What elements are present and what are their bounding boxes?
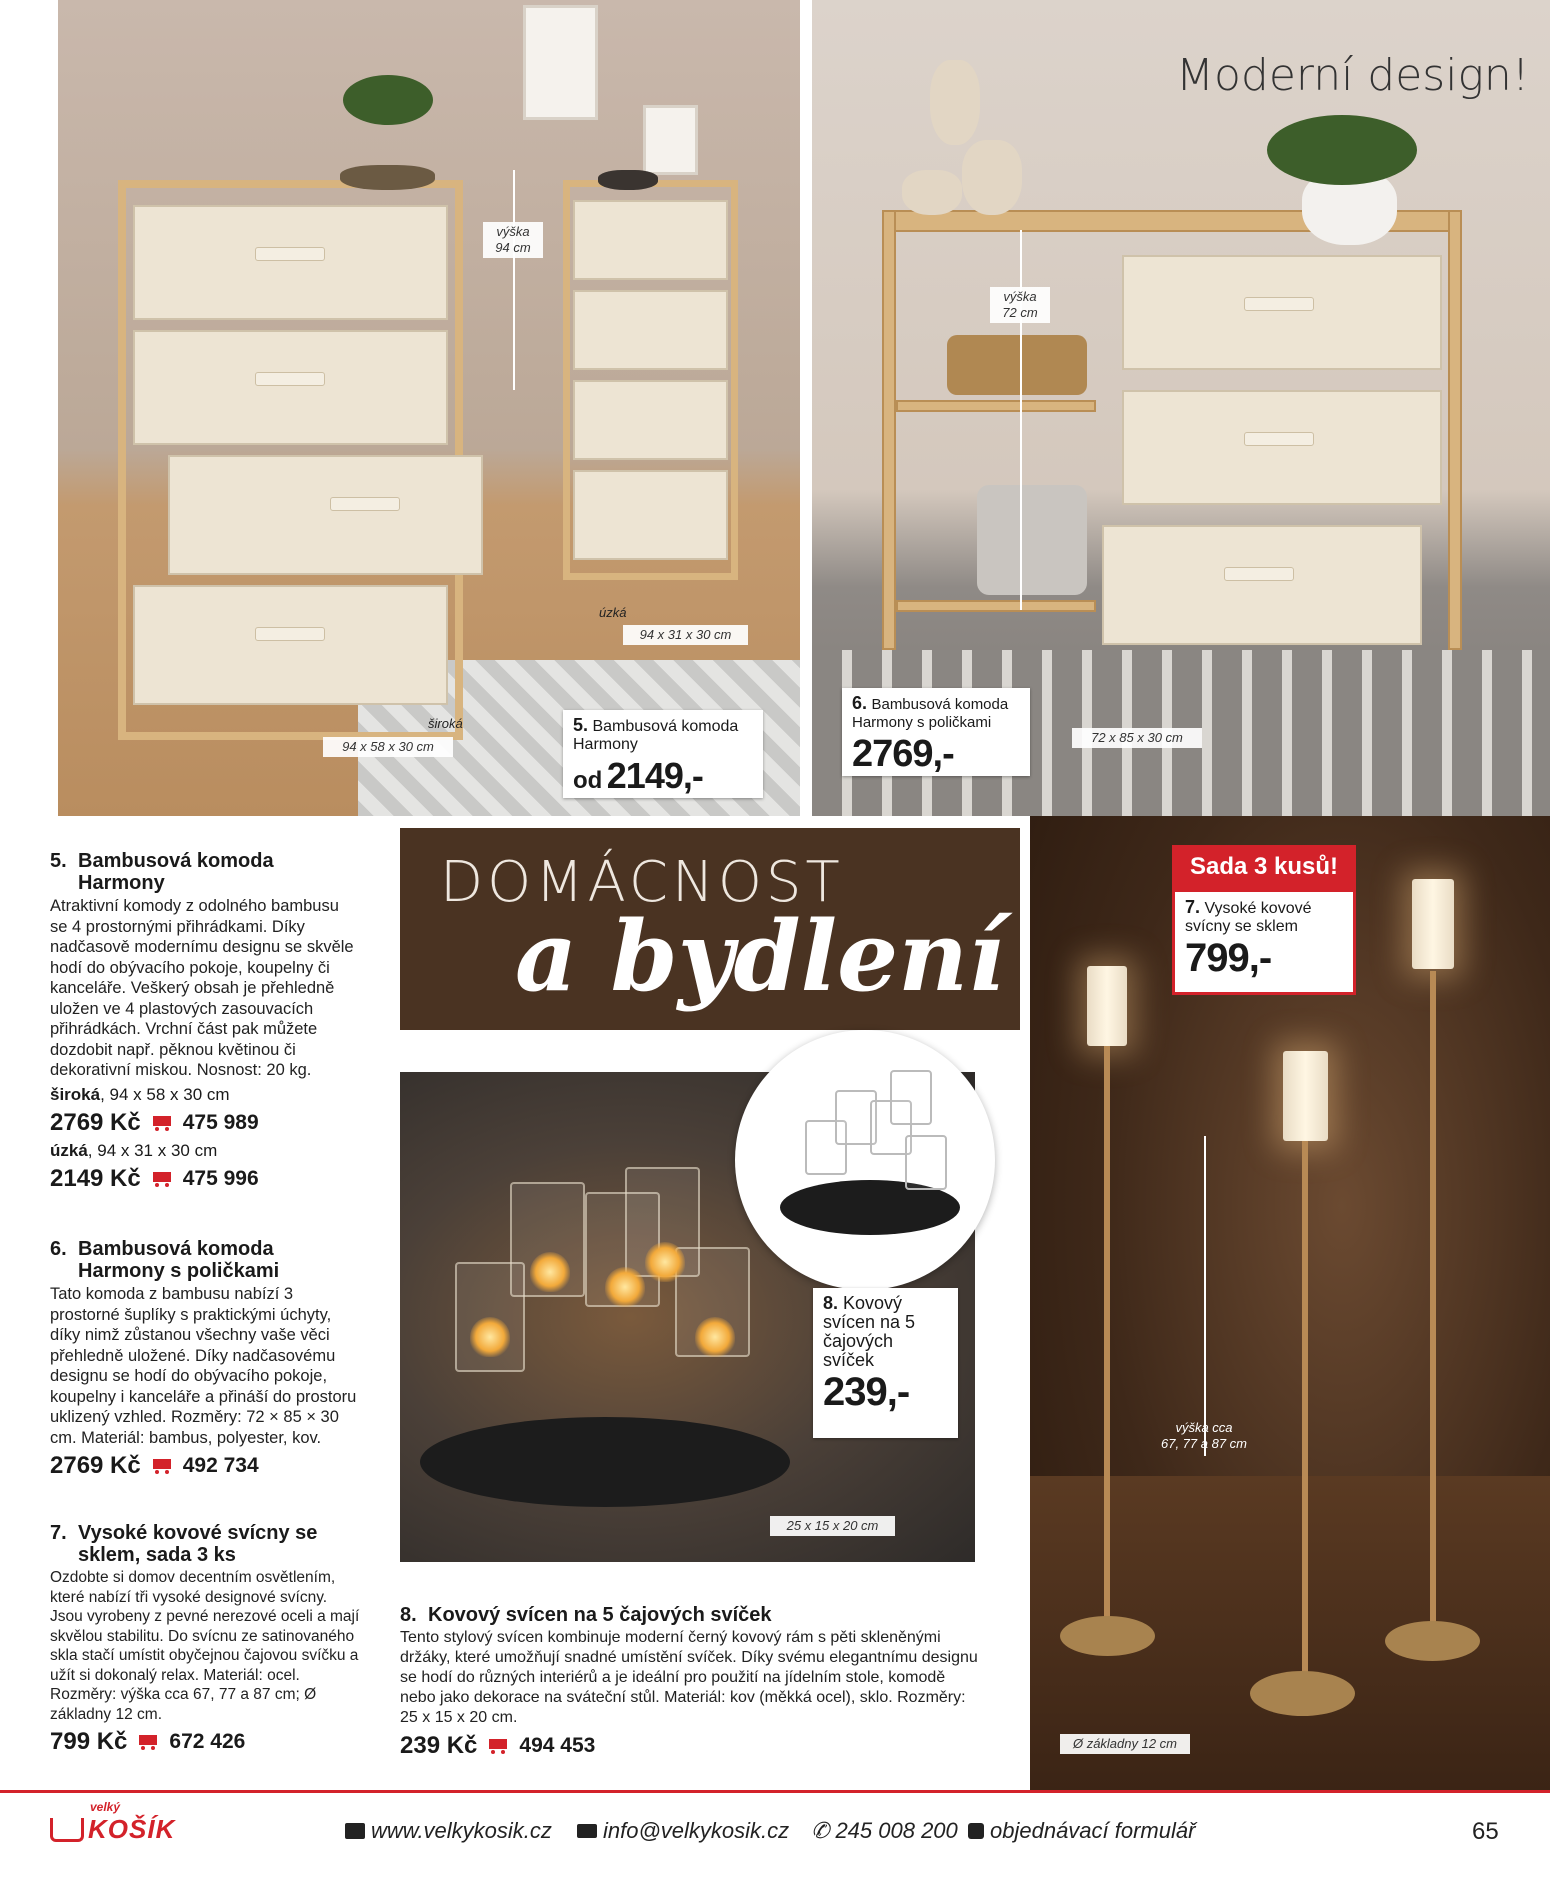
email-link[interactable]: info@velkykosik.cz	[603, 1818, 790, 1843]
price: 799 Kč	[50, 1728, 128, 1755]
item-description: Atraktivní komody z odolného bambusu se 4 prostornými přihrádkami. Díky nadčasově modernímu designu se skvěle hodí do obývacího pokoje, koupelny či kanceláře. Veškerý obsah je přehledně uložen ve 4 plastových zasouvacích přihrádkách. Vrchní část pak můžete dozdobit např. pěknou květinou či dekorativní miskou. Nosnost: 20 kg.	[50, 897, 354, 1079]
item-number: 6.	[50, 1238, 67, 1260]
cart-icon[interactable]	[137, 1733, 159, 1751]
wall-picture-small	[643, 105, 698, 175]
flame	[695, 1317, 735, 1357]
monitor-icon	[345, 1823, 365, 1839]
lamp-base	[1250, 1671, 1355, 1716]
drawer	[573, 290, 728, 370]
item-title-line2: Harmony s poličkami	[78, 1260, 280, 1282]
item-description: Tato komoda z bambusu nabízí 3 prostorné šuplíky s praktickými úchyty, díky nimž zůstanou všechny vaše věci přehledně uložené. Díky nadčasovému designu se hodí do obývacího pokoje, koupelny i kanceláře a přináší do prostoru uklizený vzhled. Rozměry: 72 × 85 × 30 cm. Materiál: bambus, polyester, kov.	[50, 1285, 357, 1447]
flame	[530, 1252, 570, 1292]
drawer	[573, 380, 728, 460]
lamp-pole	[1302, 1141, 1308, 1681]
web-link[interactable]: www.velkykosik.cz	[371, 1818, 552, 1843]
price: 2769 Kč	[50, 1108, 141, 1136]
height-arrow	[513, 170, 515, 390]
variant-label: široká	[50, 1084, 101, 1104]
form-link[interactable]: objednávací formulář	[990, 1818, 1196, 1843]
drawer	[573, 200, 728, 280]
mail-icon	[577, 1824, 597, 1838]
wide-tag: široká	[428, 716, 463, 731]
wall-picture	[523, 5, 598, 120]
lamp-glass	[1087, 966, 1127, 1046]
drawer	[573, 470, 728, 560]
cart-icon[interactable]	[487, 1737, 509, 1755]
narrow-tag: úzká	[599, 605, 627, 620]
item-title: Kovový svícen na 5 čajových svíček	[428, 1604, 772, 1626]
item-title: Bambusová komoda	[78, 850, 274, 872]
card-price: 2149,-	[606, 755, 703, 796]
price: 239 Kč	[400, 1732, 478, 1759]
card-name: Bambusová komoda Harmony s poličkami	[852, 696, 1009, 731]
tray	[420, 1417, 790, 1507]
height-label: výška 72 cm	[990, 287, 1050, 323]
item-6	[50, 1238, 360, 1480]
cart-icon[interactable]	[151, 1114, 173, 1132]
item-title: Vysoké kovové svícny se	[78, 1522, 318, 1544]
footer-form[interactable]	[968, 1818, 1195, 1844]
set-badge: Sada 3 kusů!	[1172, 845, 1356, 889]
price-card-5	[563, 710, 763, 798]
handbag	[977, 485, 1087, 595]
headline: Moderní design!	[1176, 50, 1530, 101]
product-inset	[735, 1030, 995, 1290]
base-label: Ø základny 12 cm	[1060, 1734, 1190, 1754]
item-number: 5.	[50, 850, 67, 872]
variant-dims: , 94 x 58 x 30 cm	[100, 1084, 230, 1104]
item-5	[50, 850, 360, 1193]
flame	[645, 1242, 685, 1282]
card-number: 8.	[823, 1293, 839, 1313]
page-number: 65	[1472, 1818, 1499, 1845]
item-description: Tento stylový svícen kombinuje moderní černý kovový rám s pěti skleněnými držáky, které umožňují snadné umístění svíček. Díky svému elegantnímu designu se hodí do různých interiérů a je ideální pro použití na jídelním stole, komodě nebo jako dekorace na sváteční stůl. Materiál: kov (měkká ocel), sklo. Rozměry: 25 x 15 x 20 cm.	[400, 1629, 978, 1726]
card-price: 2769,-	[852, 733, 954, 775]
vase-small	[902, 170, 962, 215]
item-number: 7.	[50, 1522, 67, 1544]
drawer	[1122, 255, 1442, 370]
card-name: Bambusová komoda Harmony	[573, 718, 739, 753]
card-name: Vysoké kovové svícny se sklem	[1185, 900, 1312, 935]
dims-label: 72 x 85 x 30 cm	[1072, 728, 1202, 748]
banner-title: DOMÁCNOST	[440, 850, 844, 915]
shelf	[896, 400, 1096, 412]
drawer	[133, 585, 448, 705]
lamp-pole	[1430, 971, 1436, 1631]
item-description: Ozdobte si domov decentním osvětlením, které nabízí tři vysoké designové svícny. Jsou vyrobeny z pevné nerezové oceli a mají skvělou stabilitu. Do svícnu ze satinovaného skla stačí umístit obyčejnou čajovou svíčku a užít si dokonalý relax. Materiál: ocel. Rozměry: výška cca 67, 77 a 87 cm; Ø základny 12 cm.	[50, 1569, 360, 1723]
card-number: 6.	[852, 693, 868, 713]
glass-holder	[890, 1070, 932, 1125]
drawer	[1122, 390, 1442, 505]
item-title: Bambusová komoda	[78, 1238, 274, 1260]
price-card-8	[813, 1288, 958, 1438]
footer-email[interactable]	[577, 1818, 789, 1844]
height-label: výška cca 67, 77 a 87 cm	[1161, 1420, 1247, 1451]
card-number: 7.	[1185, 897, 1201, 917]
footer-phone[interactable]	[811, 1818, 958, 1844]
drawer	[133, 205, 448, 320]
wide-dims: 94 x 58 x 30 cm	[323, 737, 453, 757]
logo-text: KOŠÍK	[88, 1814, 176, 1844]
banner-subtitle: a bydlení	[515, 900, 1005, 1013]
basket	[947, 335, 1087, 395]
flame	[470, 1317, 510, 1357]
height-label: výška 94 cm	[483, 222, 543, 258]
height-arrow	[1204, 1136, 1206, 1456]
shell-sculpture	[930, 60, 980, 145]
card-od: od	[573, 767, 603, 794]
cart-icon[interactable]	[151, 1457, 173, 1475]
product-code: 672 426	[169, 1730, 246, 1753]
plant-pot	[340, 165, 435, 190]
leg	[882, 210, 896, 650]
vase-tall	[962, 140, 1022, 215]
product-code: 492 734	[182, 1454, 259, 1477]
lamp-glass	[1283, 1051, 1328, 1141]
basket-icon	[50, 1818, 84, 1842]
drawer-open	[168, 455, 483, 575]
brand-logo[interactable]	[50, 1800, 175, 1845]
shelf	[896, 600, 1096, 612]
phone-link[interactable]: 245 008 200	[835, 1818, 958, 1843]
item-8	[400, 1604, 980, 1760]
item-number: 8.	[400, 1604, 417, 1626]
dims-label: 25 x 15 x 20 cm	[770, 1516, 895, 1536]
price: 2149 Kč	[50, 1164, 141, 1192]
item-title-line2: Harmony	[78, 872, 165, 894]
green-plant	[1267, 115, 1417, 185]
logo-small-text: velký	[90, 1800, 121, 1814]
lamp-glass	[1412, 879, 1454, 969]
price-card-6	[842, 688, 1030, 776]
variant-label: úzká	[50, 1140, 88, 1160]
drawer-open	[1102, 525, 1422, 645]
bowl	[598, 170, 658, 190]
leg	[1448, 210, 1462, 650]
card-price: 799,-	[1185, 936, 1272, 980]
glass-holder	[905, 1135, 947, 1190]
price: 2769 Kč	[50, 1452, 141, 1479]
item-title-line2: sklem, sada 3 ks	[78, 1544, 236, 1566]
narrow-dims: 94 x 31 x 30 cm	[623, 625, 748, 645]
photo-bamboo-chests	[58, 0, 800, 816]
price-card-7	[1172, 889, 1356, 995]
drawer	[133, 330, 448, 445]
card-price: 239,-	[823, 1370, 910, 1414]
footer-web[interactable]	[345, 1818, 552, 1844]
card-name: Kovový svícen na 5 čajových svíček	[823, 1293, 916, 1370]
bonsai-plant	[343, 75, 433, 125]
product-code: 475 996	[182, 1166, 259, 1190]
phone-icon: ✆	[811, 1818, 830, 1843]
item-7	[50, 1522, 360, 1756]
flame	[605, 1267, 645, 1307]
variant-dims: , 94 x 31 x 30 cm	[87, 1140, 218, 1160]
product-code: 475 989	[182, 1110, 259, 1134]
card-number: 5.	[573, 715, 589, 735]
cart-icon[interactable]	[151, 1170, 173, 1188]
product-code: 494 453	[519, 1734, 596, 1757]
lamp-pole	[1104, 1046, 1110, 1626]
lamp-base	[1060, 1616, 1155, 1656]
form-icon	[968, 1823, 984, 1839]
lamp-base	[1385, 1621, 1480, 1661]
